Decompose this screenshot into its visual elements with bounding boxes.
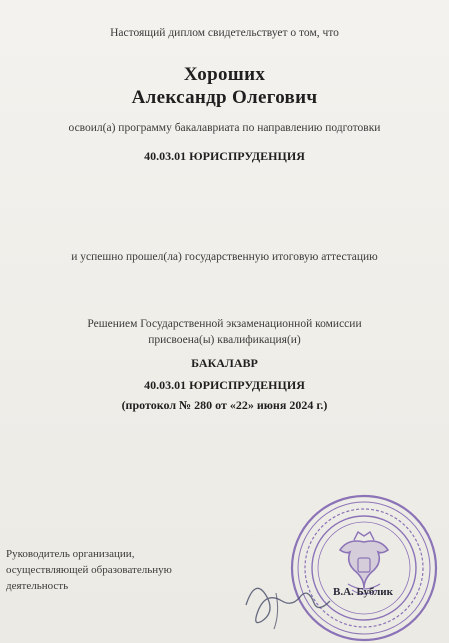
qualification-direction: 40.03.01 ЮРИСПРУДЕНЦИЯ (144, 378, 305, 392)
protocol-reference: (протокол № 280 от «22» июня 2024 г.) (121, 398, 328, 412)
decision-text-line1: Решением Государственной экзаменационной комиссии (87, 318, 362, 330)
graduate-surname: Хороших (183, 64, 266, 85)
handwritten-signature (236, 565, 356, 635)
program-name: 40.03.01 ЮРИСПРУДЕНЦИЯ (144, 149, 305, 163)
signature-label-line3: деятельность (6, 580, 69, 592)
signer-name: В.А. Бублик (333, 586, 393, 598)
mastered-text: освоил(а) программу бакалавриата по направлению подготовки (68, 122, 381, 134)
intro-text: Настоящий диплом свидетельствует о том, что (110, 27, 339, 39)
attestation-text: и успешно прошел(ла) государственную итоговую аттестацию (71, 251, 378, 263)
signature-label-line2: осуществляющей образовательную (6, 564, 172, 576)
qualification: БАКАЛАВР (191, 356, 258, 370)
graduate-given-names: Александр Олегович (131, 87, 318, 108)
decision-text-line2: присвоена(ы) квалификация(и) (148, 334, 301, 346)
signature-block-label (6, 546, 172, 594)
signature-label-line1: Руководитель организации, (6, 548, 135, 560)
